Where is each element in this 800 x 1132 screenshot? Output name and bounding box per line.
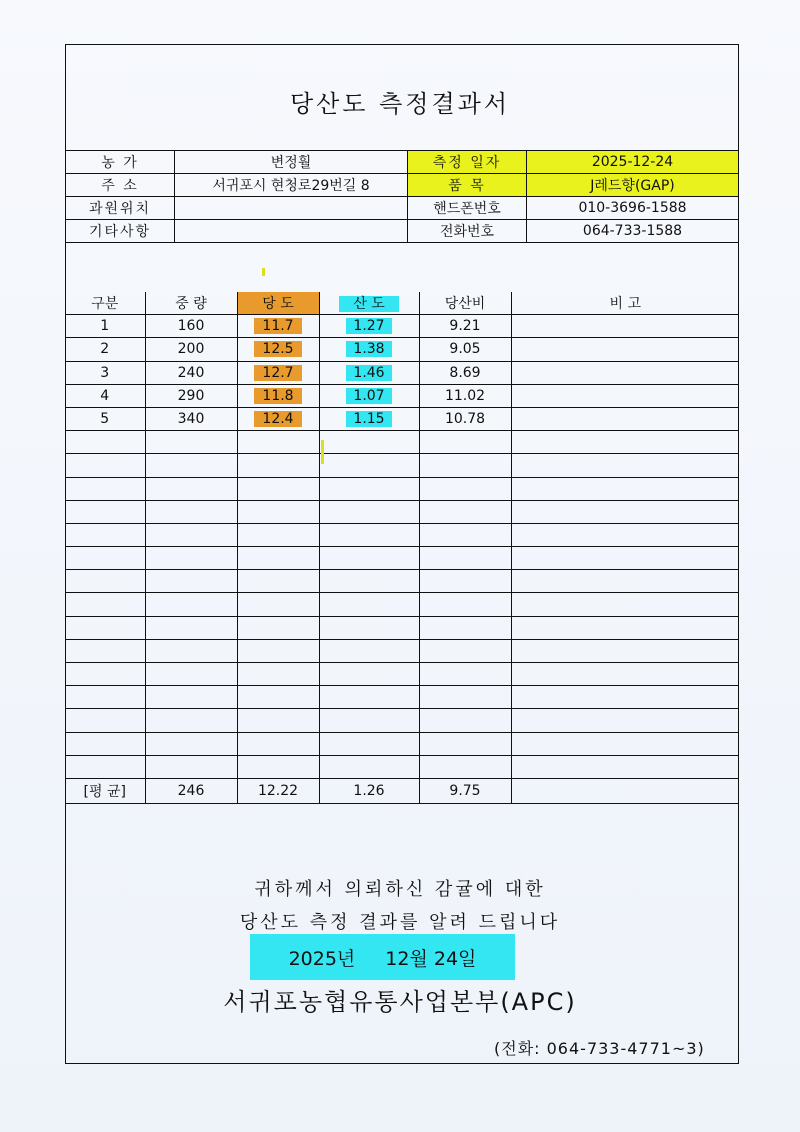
sugar-value: 12.7	[254, 365, 302, 381]
table-cell	[319, 384, 419, 407]
table-cell	[419, 593, 511, 616]
table-cell	[65, 593, 145, 616]
acid-value: 1.46	[346, 365, 392, 381]
table-cell	[419, 732, 511, 755]
farmer-value: 변정훨	[175, 151, 408, 174]
variety-label: 품 목	[408, 174, 527, 197]
orchard-label: 과원위치	[66, 197, 175, 220]
header-acid	[319, 292, 419, 315]
table-cell	[319, 639, 419, 662]
table-cell	[237, 454, 319, 477]
table-cell	[237, 547, 319, 570]
table-cell: 10.78	[419, 407, 511, 430]
sugar-value: 12.4	[254, 411, 302, 427]
table-cell	[65, 523, 145, 546]
table-cell: 9.21	[419, 315, 511, 338]
table-cell	[65, 616, 145, 639]
table-row	[65, 570, 739, 593]
table-cell: 200	[145, 338, 237, 361]
table-cell	[419, 431, 511, 454]
table-cell	[65, 663, 145, 686]
header-ratio: 당산비	[419, 292, 511, 315]
table-row	[65, 384, 739, 407]
table-cell	[237, 616, 319, 639]
table-cell	[319, 361, 419, 384]
table-cell	[319, 547, 419, 570]
table-row	[65, 755, 739, 778]
table-cell	[237, 639, 319, 662]
table-cell	[237, 361, 319, 384]
table-cell: 3	[65, 361, 145, 384]
table-cell	[319, 663, 419, 686]
table-row	[65, 732, 739, 755]
acid-value: 1.27	[346, 318, 392, 334]
acid-value: 1.15	[346, 411, 392, 427]
table-row	[65, 639, 739, 662]
issue-month-day: 12월 24일	[385, 947, 477, 970]
table-cell: 5	[65, 407, 145, 430]
average-remarks	[511, 778, 739, 803]
table-cell	[511, 315, 739, 338]
table-cell	[145, 454, 237, 477]
table-row	[65, 709, 739, 732]
table-cell: 240	[145, 361, 237, 384]
acid-value: 1.38	[346, 341, 392, 357]
table-cell	[319, 593, 419, 616]
table-cell	[319, 315, 419, 338]
table-cell	[511, 663, 739, 686]
table-cell	[511, 384, 739, 407]
table-cell	[145, 709, 237, 732]
issue-year: 2025년	[288, 947, 356, 970]
table-cell	[319, 755, 419, 778]
header-index: 구분	[65, 292, 145, 315]
table-cell	[237, 755, 319, 778]
table-cell	[237, 570, 319, 593]
table-cell	[145, 663, 237, 686]
table-cell	[237, 477, 319, 500]
table-row	[65, 431, 739, 454]
table-cell	[511, 732, 739, 755]
table-cell	[65, 454, 145, 477]
average-weight: 246	[145, 778, 237, 803]
organization-name: 서귀포농협유통사업본부(APC)	[223, 988, 577, 1016]
table-cell	[511, 431, 739, 454]
variety-value: J레드향(GAP)	[527, 174, 739, 197]
highlighter-mark	[321, 440, 324, 464]
table-cell	[237, 523, 319, 546]
contact-phone: (전화: 064-733-4771~3)	[494, 1039, 705, 1058]
table-cell	[145, 639, 237, 662]
table-cell	[145, 755, 237, 778]
mobile-value: 010-3696-1588	[527, 197, 739, 220]
sugar-value: 11.8	[254, 388, 302, 404]
table-cell: 340	[145, 407, 237, 430]
table-cell	[237, 384, 319, 407]
table-cell	[419, 570, 511, 593]
table-row	[65, 523, 739, 546]
table-cell	[319, 338, 419, 361]
table-row	[65, 616, 739, 639]
table-cell	[237, 431, 319, 454]
table-cell	[65, 547, 145, 570]
sugar-value: 11.7	[254, 318, 302, 334]
table-cell	[419, 500, 511, 523]
table-cell	[319, 686, 419, 709]
table-cell	[145, 616, 237, 639]
table-cell	[145, 686, 237, 709]
table-cell	[511, 361, 739, 384]
table-cell	[65, 686, 145, 709]
table-cell	[511, 755, 739, 778]
notes-value	[175, 220, 408, 243]
table-cell	[145, 593, 237, 616]
table-row	[65, 361, 739, 384]
table-cell	[319, 477, 419, 500]
average-label: [평 균]	[65, 778, 145, 803]
table-cell	[65, 477, 145, 500]
table-cell: 290	[145, 384, 237, 407]
average-sugar: 12.22	[237, 778, 319, 803]
info-table	[65, 150, 739, 243]
header-acid-label: 산 도	[339, 296, 399, 312]
table-cell	[65, 709, 145, 732]
table-cell: 8.69	[419, 361, 511, 384]
table-cell	[419, 639, 511, 662]
date-label: 측정 일자	[408, 151, 527, 174]
mobile-label: 핸드폰번호	[408, 197, 527, 220]
table-row	[65, 407, 739, 430]
phone-label: 전화번호	[408, 220, 527, 243]
table-cell	[511, 709, 739, 732]
header-remarks: 비 고	[511, 292, 739, 315]
table-cell	[65, 755, 145, 778]
table-cell	[237, 315, 319, 338]
table-cell	[419, 547, 511, 570]
table-cell	[511, 454, 739, 477]
table-cell	[419, 755, 511, 778]
table-cell	[237, 407, 319, 430]
sugar-value: 12.5	[254, 341, 302, 357]
table-cell	[319, 500, 419, 523]
table-cell	[511, 639, 739, 662]
table-cell	[511, 407, 739, 430]
average-ratio: 9.75	[419, 778, 511, 803]
measurement-grid	[65, 292, 739, 804]
table-cell	[237, 686, 319, 709]
table-cell	[511, 500, 739, 523]
table-row	[65, 547, 739, 570]
table-cell	[511, 477, 739, 500]
table-cell	[419, 663, 511, 686]
table-cell	[511, 338, 739, 361]
table-cell	[65, 732, 145, 755]
table-row	[65, 338, 739, 361]
table-row	[65, 500, 739, 523]
table-header-row	[65, 292, 739, 315]
table-cell	[419, 477, 511, 500]
table-cell	[511, 593, 739, 616]
address-label: 주 소	[66, 174, 175, 197]
phone-value: 064-733-1588	[527, 220, 739, 243]
table-cell	[237, 732, 319, 755]
table-cell	[237, 338, 319, 361]
highlighter-mark	[262, 268, 265, 276]
table-cell	[65, 500, 145, 523]
table-cell	[145, 523, 237, 546]
table-cell	[419, 454, 511, 477]
document-title: 당산도 측정결과서	[289, 90, 511, 118]
table-cell	[319, 732, 419, 755]
table-cell	[319, 454, 419, 477]
table-cell	[237, 663, 319, 686]
table-cell	[145, 570, 237, 593]
table-cell	[419, 616, 511, 639]
table-cell	[319, 407, 419, 430]
table-cell	[145, 477, 237, 500]
table-cell: 4	[65, 384, 145, 407]
table-cell	[319, 709, 419, 732]
orchard-value	[175, 197, 408, 220]
address-value: 서귀포시 현청로29번길 8	[175, 174, 408, 197]
table-cell	[319, 431, 419, 454]
message-line-2: 당산도 측정 결과를 알려 드립니다	[239, 912, 561, 933]
issue-date	[250, 934, 515, 980]
table-cell	[511, 547, 739, 570]
table-row	[65, 593, 739, 616]
farmer-label: 농 가	[66, 151, 175, 174]
table-row	[65, 315, 739, 338]
table-row	[65, 663, 739, 686]
table-cell: 9.05	[419, 338, 511, 361]
table-row	[65, 454, 739, 477]
table-cell	[511, 616, 739, 639]
average-acid: 1.26	[319, 778, 419, 803]
message-line-1: 귀하께서 의뢰하신 감귤에 대한	[254, 879, 546, 900]
table-cell	[145, 732, 237, 755]
header-sugar: 당 도	[237, 292, 319, 315]
table-cell	[511, 686, 739, 709]
table-cell	[319, 570, 419, 593]
table-cell	[237, 593, 319, 616]
table-cell	[237, 709, 319, 732]
table-cell	[319, 523, 419, 546]
date-value: 2025-12-24	[527, 151, 739, 174]
table-cell	[237, 500, 319, 523]
table-cell	[145, 500, 237, 523]
table-cell: 11.02	[419, 384, 511, 407]
table-cell	[65, 639, 145, 662]
header-weight: 중 량	[145, 292, 237, 315]
table-cell	[419, 709, 511, 732]
table-cell	[319, 616, 419, 639]
table-cell: 160	[145, 315, 237, 338]
table-cell	[145, 431, 237, 454]
table-cell	[511, 570, 739, 593]
table-row	[65, 686, 739, 709]
measurement-table	[65, 292, 739, 804]
notes-label: 기타사항	[66, 220, 175, 243]
table-cell: 1	[65, 315, 145, 338]
acid-value: 1.07	[346, 388, 392, 404]
table-cell	[65, 570, 145, 593]
table-cell	[419, 686, 511, 709]
table-cell	[419, 523, 511, 546]
table-cell	[145, 547, 237, 570]
table-row	[65, 477, 739, 500]
table-cell: 2	[65, 338, 145, 361]
table-cell	[65, 431, 145, 454]
table-cell	[511, 523, 739, 546]
average-row	[65, 778, 739, 803]
